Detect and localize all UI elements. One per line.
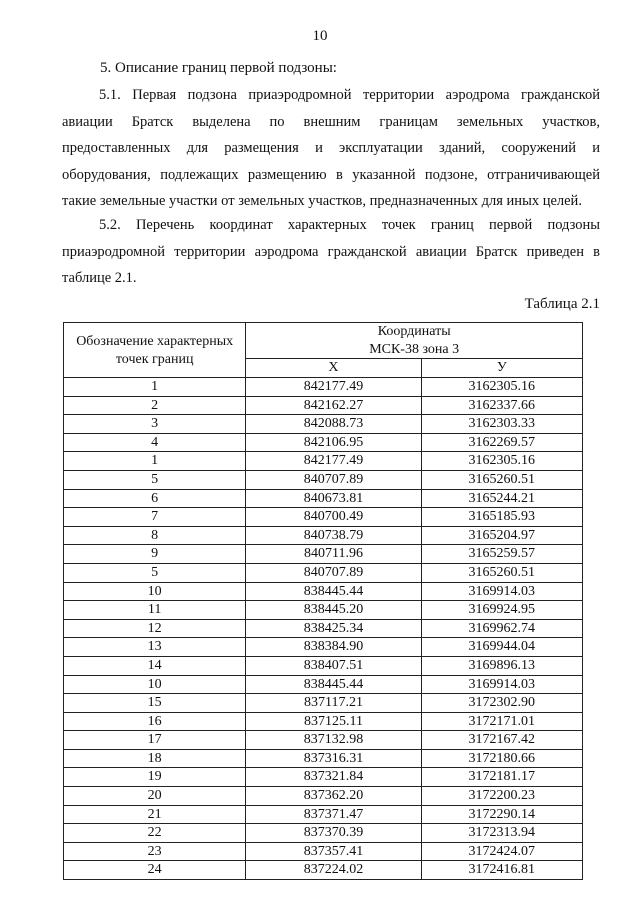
- table-header-row: [64, 323, 583, 359]
- y-coordinate-cell: 3169896.13: [421, 656, 582, 675]
- point-number-cell: 21: [64, 805, 246, 824]
- y-coordinate-cell: 3172290.14: [421, 805, 582, 824]
- point-number-cell: 24: [64, 861, 246, 880]
- table-row: [64, 675, 583, 694]
- y-coordinate-cell: 3169962.74: [421, 619, 582, 638]
- y-coordinate-cell: 3162303.33: [421, 415, 582, 434]
- header-coordinate-system: МСК-38 зона 3: [369, 341, 460, 357]
- table-caption: Таблица 2.1: [524, 296, 600, 312]
- table-row: [64, 749, 583, 768]
- x-coordinate-cell: 837362.20: [246, 787, 421, 806]
- table-row: [64, 526, 583, 545]
- y-coordinate-cell: 3169914.03: [421, 675, 582, 694]
- table-row: [64, 768, 583, 787]
- x-coordinate-cell: 837125.11: [246, 712, 421, 731]
- y-coordinate-cell: 3165244.21: [421, 489, 582, 508]
- y-coordinate-cell: 3172181.17: [421, 768, 582, 787]
- table-row: [64, 842, 583, 861]
- page-number: 10: [312, 28, 328, 44]
- y-coordinate-cell: 3172180.66: [421, 749, 582, 768]
- y-coordinate-cell: 3162305.16: [421, 452, 582, 471]
- coordinates-table: [63, 322, 583, 880]
- y-coordinate-cell: 3172424.07: [421, 842, 582, 861]
- x-coordinate-cell: 838384.90: [246, 638, 421, 657]
- point-number-cell: 5: [64, 470, 246, 489]
- point-number-cell: 14: [64, 656, 246, 675]
- x-coordinate-cell: 842088.73: [246, 415, 421, 434]
- point-number-cell: 4: [64, 433, 246, 452]
- table-row: [64, 656, 583, 675]
- table-row: [64, 787, 583, 806]
- point-number-cell: 9: [64, 545, 246, 564]
- y-coordinate-cell: 3169924.95: [421, 601, 582, 620]
- point-number-cell: 12: [64, 619, 246, 638]
- y-coordinate-cell: 3172171.01: [421, 712, 582, 731]
- point-number-cell: 2: [64, 396, 246, 415]
- x-coordinate-cell: 840700.49: [246, 508, 421, 527]
- x-coordinate-cell: 838407.51: [246, 656, 421, 675]
- table-row: [64, 582, 583, 601]
- y-coordinate-cell: 3172416.81: [421, 861, 582, 880]
- table-row: [64, 731, 583, 750]
- y-coordinate-cell: 3165259.57: [421, 545, 582, 564]
- x-coordinate-cell: 840673.81: [246, 489, 421, 508]
- table-row: [64, 824, 583, 843]
- point-number-cell: 19: [64, 768, 246, 787]
- point-number-cell: 16: [64, 712, 246, 731]
- y-coordinate-cell: 3162269.57: [421, 433, 582, 452]
- table-row: [64, 619, 583, 638]
- y-coordinate-cell: 3162337.66: [421, 396, 582, 415]
- table-row: [64, 378, 583, 397]
- paragraph-5-1: 5.1. Первая подзона приаэродромной территории аэродрома гражданской авиации Братск выделена по внешним границам земельных участков, предоставленных для размещения и эксплуатации зданий, сооружений и оборудования, подлежащих размещению в указанной подзоне, отграничивающей такие земельные участки от земельных участков, предназначенных для иных целей.: [62, 87, 600, 209]
- x-coordinate-cell: 840707.89: [246, 563, 421, 582]
- point-number-cell: 18: [64, 749, 246, 768]
- x-coordinate-cell: 840738.79: [246, 526, 421, 545]
- point-number-cell: 15: [64, 694, 246, 713]
- header-coordinates-title: Координаты: [377, 324, 451, 339]
- point-number-cell: 10: [64, 675, 246, 694]
- x-coordinate-cell: 837371.47: [246, 805, 421, 824]
- x-coordinate-cell: 842177.49: [246, 378, 421, 397]
- x-coordinate-cell: 838445.44: [246, 675, 421, 694]
- paragraph-5-2: 5.2. Перечень координат характерных точек границ первой подзоны приаэродромной территории аэродрома гражданской авиации Братск приведен в таблице 2.1.: [62, 217, 600, 286]
- x-coordinate-cell: 840711.96: [246, 545, 421, 564]
- x-coordinate-cell: 838445.20: [246, 601, 421, 620]
- y-coordinate-cell: 3162305.16: [421, 378, 582, 397]
- x-coordinate-cell: 837117.21: [246, 694, 421, 713]
- y-coordinate-cell: 3172167.42: [421, 731, 582, 750]
- y-coordinate-cell: 3172313.94: [421, 824, 582, 843]
- point-number-cell: 6: [64, 489, 246, 508]
- header-y: У: [421, 359, 582, 378]
- point-number-cell: 23: [64, 842, 246, 861]
- table-row: [64, 638, 583, 657]
- x-coordinate-cell: 837132.98: [246, 731, 421, 750]
- y-coordinate-cell: 3169914.03: [421, 582, 582, 601]
- x-coordinate-cell: 837321.84: [246, 768, 421, 787]
- x-coordinate-cell: 837370.39: [246, 824, 421, 843]
- point-number-cell: 11: [64, 601, 246, 620]
- table-row: [64, 452, 583, 471]
- table-row: [64, 805, 583, 824]
- point-number-cell: 10: [64, 582, 246, 601]
- x-coordinate-cell: 842106.95: [246, 433, 421, 452]
- table-row: [64, 694, 583, 713]
- x-coordinate-cell: 838445.44: [246, 582, 421, 601]
- header-x: X: [246, 359, 421, 378]
- x-coordinate-cell: 842162.27: [246, 396, 421, 415]
- y-coordinate-cell: 3165204.97: [421, 526, 582, 545]
- table-row: [64, 470, 583, 489]
- table-row: [64, 433, 583, 452]
- table-row: [64, 489, 583, 508]
- y-coordinate-cell: 3165260.51: [421, 563, 582, 582]
- x-coordinate-cell: 842177.49: [246, 452, 421, 471]
- y-coordinate-cell: 3169944.04: [421, 638, 582, 657]
- header-coordinates: [246, 323, 583, 359]
- y-coordinate-cell: 3165185.93: [421, 508, 582, 527]
- x-coordinate-cell: 837316.31: [246, 749, 421, 768]
- point-number-cell: 3: [64, 415, 246, 434]
- x-coordinate-cell: 837224.02: [246, 861, 421, 880]
- x-coordinate-cell: 837357.41: [246, 842, 421, 861]
- table-row: [64, 508, 583, 527]
- table-row: [64, 545, 583, 564]
- point-number-cell: 1: [64, 378, 246, 397]
- table-row: [64, 601, 583, 620]
- point-number-cell: 13: [64, 638, 246, 657]
- y-coordinate-cell: 3172302.90: [421, 694, 582, 713]
- point-number-cell: 7: [64, 508, 246, 527]
- x-coordinate-cell: 838425.34: [246, 619, 421, 638]
- y-coordinate-cell: 3172200.23: [421, 787, 582, 806]
- x-coordinate-cell: 840707.89: [246, 470, 421, 489]
- table-row: [64, 861, 583, 880]
- table-row: [64, 415, 583, 434]
- point-number-cell: 5: [64, 563, 246, 582]
- section-heading: 5. Описание границ первой подзоны:: [100, 60, 337, 76]
- table-row: [64, 712, 583, 731]
- point-number-cell: 22: [64, 824, 246, 843]
- header-point-name: Обозначение характерных точек границ: [64, 323, 246, 378]
- table-row: [64, 563, 583, 582]
- y-coordinate-cell: 3165260.51: [421, 470, 582, 489]
- point-number-cell: 8: [64, 526, 246, 545]
- table-body: [64, 378, 583, 880]
- point-number-cell: 17: [64, 731, 246, 750]
- point-number-cell: 20: [64, 787, 246, 806]
- point-number-cell: 1: [64, 452, 246, 471]
- table-row: [64, 396, 583, 415]
